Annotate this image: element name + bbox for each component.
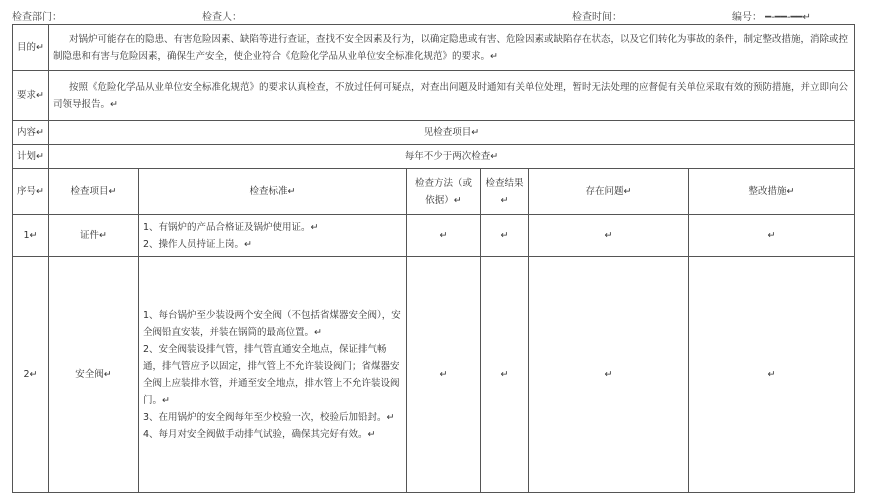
form-header xyxy=(12,8,862,24)
plan-value: 每年不少于两次检查↵ xyxy=(49,145,855,169)
content-label: 内容↵ xyxy=(13,121,49,145)
row-result[interactable]: ↵ xyxy=(481,257,529,493)
standard-line: 4、每月对安全阀做手动排气试验，确保其完好有效。↵ xyxy=(143,428,376,440)
col-no: 序号↵ xyxy=(13,169,49,215)
plan-label: 计划↵ xyxy=(13,145,49,169)
dept-label: 检查部门： xyxy=(12,12,62,23)
row-problem[interactable]: ↵ xyxy=(529,215,689,257)
column-header-row xyxy=(13,169,855,215)
standard-line: 2、操作人员持证上岗。↵ xyxy=(143,238,253,250)
row-standard xyxy=(139,215,407,257)
row-item: 安全阀↵ xyxy=(49,257,139,493)
standard-line: 1、每台锅炉至少装设两个安全阀（不包括省煤器安全阀），安全阀铅直安装，并装在锅筒的最高位置。↵ xyxy=(143,309,401,338)
row-item: 证件↵ xyxy=(49,215,139,257)
row-method[interactable]: ↵ xyxy=(407,257,481,493)
col-problem: 存在问题↵ xyxy=(529,169,689,215)
col-standard: 检查标准↵ xyxy=(139,169,407,215)
inspector-label: 检查人： xyxy=(202,12,242,23)
row-standard xyxy=(139,257,407,493)
row-measure[interactable]: ↵ xyxy=(689,215,855,257)
row-method[interactable]: ↵ xyxy=(407,215,481,257)
standard-line: 1、有锅炉的产品合格证及锅炉使用证。↵ xyxy=(143,221,319,233)
standard-line: 2、安全阀装设排气管，排气管直通安全地点，保证排气畅通，排气管应予以固定，排气管上不允许装设阀门；省煤器安全阀上应装排水管，并通至安全地点，排水管上不允许装设阀门。↵ xyxy=(143,343,400,406)
purpose-label: 目的↵ xyxy=(13,25,49,71)
plan-row xyxy=(13,145,855,169)
col-method: 检查方法（或依据）↵ xyxy=(407,169,481,215)
requirement-row xyxy=(13,71,855,121)
row-result[interactable]: ↵ xyxy=(481,215,529,257)
content-value: 见检查项目↵ xyxy=(49,121,855,145)
row-measure[interactable]: ↵ xyxy=(689,257,855,493)
row-no: 1↵ xyxy=(13,215,49,257)
col-item: 检查项目↵ xyxy=(49,169,139,215)
row-no: 2↵ xyxy=(13,257,49,493)
purpose-row xyxy=(13,25,855,71)
inspection-table xyxy=(12,24,855,493)
content-row xyxy=(13,121,855,145)
purpose-text: 对锅炉可能存在的隐患、有害危险因素、缺陷等进行查证，查找不安全因素及行为，以确定隐患或有害、危险因素或缺陷存在状态，以及它们转化为事故的条件，制定整改措施，消除或控制隐患和有害与危险因素，确保生产安全，使企业符合《危险化学品从业单位安全标准化规范》的要求。↵ xyxy=(49,25,855,71)
standard-line: 3、在用锅炉的安全阀每年至少校验一次，校验后加铅封。↵ xyxy=(143,411,395,423)
requirement-text: 按照《危险化学品从业单位安全标准化规范》的要求认真检查，不放过任何可疑点，对查出问题及时通知有关单位处理，暂时无法处理的应督促有关单位采取有效的预防措施，并立即向公司领导报告。↵ xyxy=(49,71,855,121)
requirement-label: 要求↵ xyxy=(13,71,49,121)
row-problem[interactable]: ↵ xyxy=(529,257,689,493)
table-row xyxy=(13,215,855,257)
col-result: 检查结果↵ xyxy=(481,169,529,215)
col-measure: 整改措施↵ xyxy=(689,169,855,215)
table-row xyxy=(13,257,855,493)
time-label: 检查时间： xyxy=(572,12,622,23)
number-label: 编号： ━-━━-━━↵ xyxy=(732,12,811,23)
